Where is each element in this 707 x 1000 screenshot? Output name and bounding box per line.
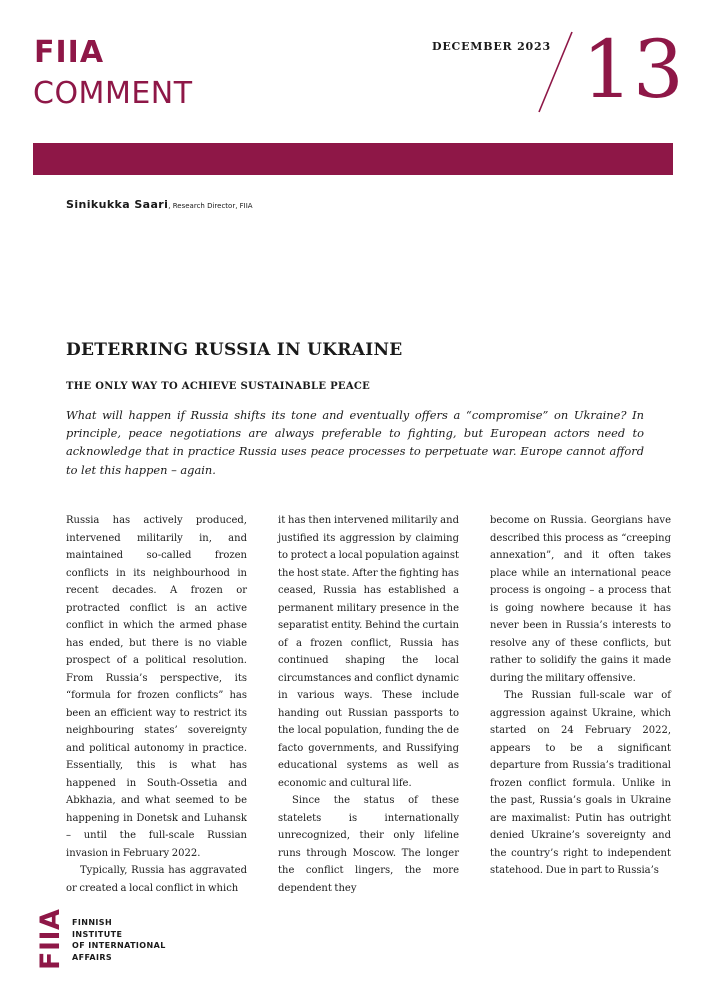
footer-line: OF INTERNATIONAL	[72, 941, 166, 950]
fiia-logo-text: FIIA	[35, 908, 66, 970]
author-line	[66, 198, 253, 211]
fiia-logo-vertical	[35, 898, 66, 970]
article-body	[66, 512, 671, 894]
body-column-3	[490, 512, 671, 876]
footer-line: INSTITUTE	[72, 929, 123, 939]
author-name: Sinikukka Saari	[66, 198, 169, 211]
paragraph: Since the status of these statelets is internationally unrecognized, their only lifeline runs through Moscow. The longer the conflict lingers, the more dependent they	[278, 795, 459, 894]
paragraph: become on Russia. Georgians have described this process as “creeping annexation”, and it often takes place while an international peace process is ongoing – a process that is going nowhere because it has never been in Russia’s interests to resolve any of these conflicts, but rather to solidify the gains it made during the military offensive.	[490, 515, 671, 684]
issue-date: DECEMBER 2023	[432, 40, 551, 53]
author-role: , Research Director, FIIA	[168, 202, 253, 210]
paragraph: Russia has actively produced, intervened militarily in, and maintained so-called frozen conflicts in its neighbourhood in recent decades. A frozen or protracted conflict is an active conflict in which the armed phase has ended, but there is no viable prospect of a political resolution. From Russia’s perspective, its “formula for frozen conflicts” has been an efficient way to restrict its neighbouring states’ sovereignty and political autonomy in practice. Essentially, this is what has happened in South-Ossetia and Abkhazia, and what seemed to be happening in Donetsk and Luhansk – until the full-scale Russian invasion in February 2022.	[66, 515, 247, 859]
header-band	[33, 143, 673, 175]
footer-line: FINNISH	[72, 918, 113, 927]
paragraph: The Russian full-scale war of aggression against Ukraine, which started on 24 February 2022, appears to be a significant departure from Russia’s traditional frozen conflict formula. Unlike in the past, Russia’s goals in Ukraine are maximalist: Putin has outright denied Ukraine’s sovereignty and the country’s right to independent statehood. Due in part to Russia’s	[490, 690, 671, 876]
brand-fiia: FIIA	[34, 35, 105, 70]
brand-comment: COMMENT	[33, 76, 193, 111]
footer-institute	[72, 917, 166, 963]
issue-number: 13	[582, 23, 684, 116]
paragraph: Typically, Russia has aggravated or created a local conflict in which	[66, 865, 247, 894]
body-column-1	[66, 512, 247, 894]
article-title: DETERRING RUSSIA IN UKRAINE	[66, 340, 403, 360]
article-abstract: What will happen if Russia shifts its tone and eventually offers a “compromise” on Ukraine? In principle, peace negotiations are always preferable to fighting, but European actors need to acknowledge that in practice Russia uses peace processes to perpetuate war. Europe cannot afford to let this happen – again.	[66, 408, 644, 477]
body-column-2	[278, 512, 459, 894]
footer-line: AFFAIRS	[72, 952, 113, 962]
paragraph: it has then intervened militarily and justified its aggression by claiming to protect a local population against the host state. After the fighting has ceased, Russia has established a permanent military presence in the separatist entity. Behind the curtain of a frozen conflict, Russia has continued shaping the local circumstances and conflict dynamic in various ways. These include handing out Russian passports to the local population, funding the de facto governments, and Russifying educational systems as well as economic and cultural life.	[278, 515, 459, 789]
article-subtitle: THE ONLY WAY TO ACHIEVE SUSTAINABLE PEACE	[66, 381, 371, 392]
issue-slash-divider	[536, 30, 576, 114]
